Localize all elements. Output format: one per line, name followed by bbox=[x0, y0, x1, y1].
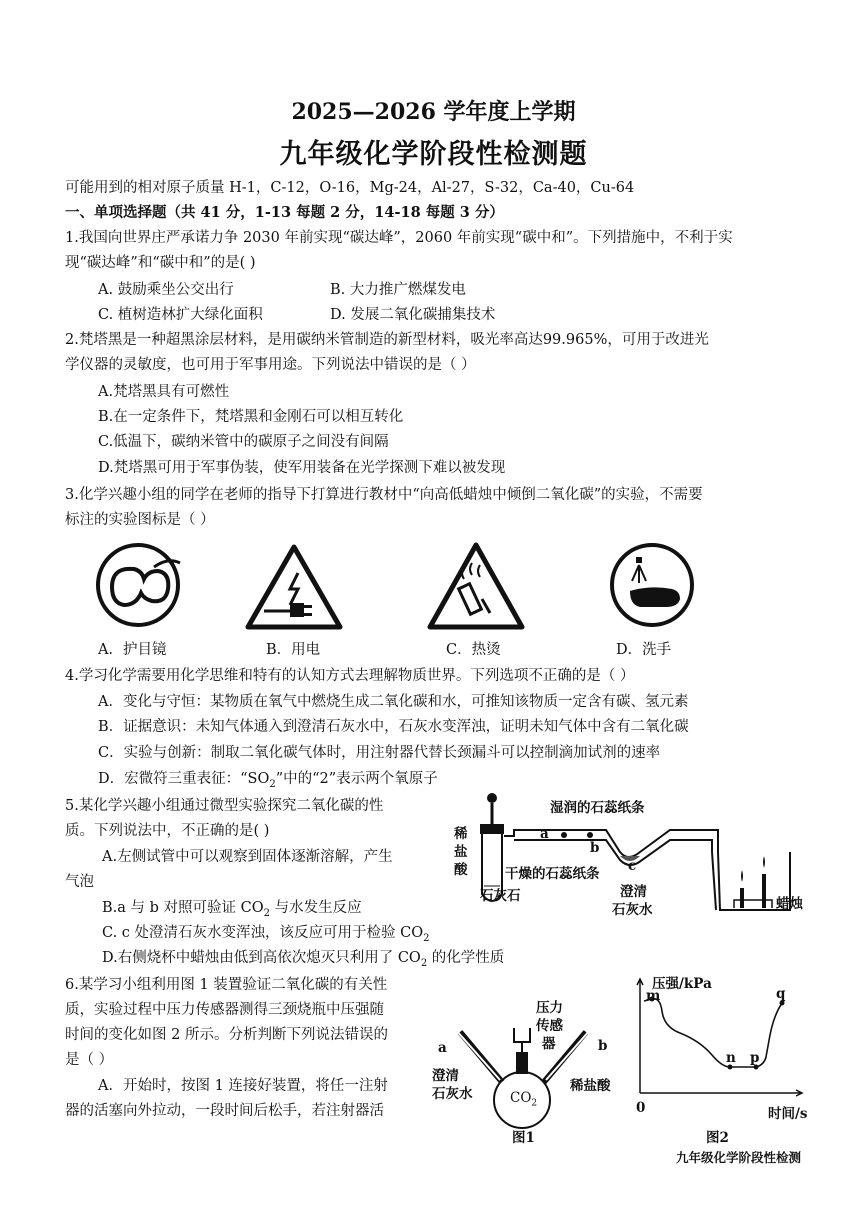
electricity-icon bbox=[244, 543, 344, 633]
label-c: c bbox=[628, 858, 637, 874]
q6-option-a-line2: 器的活塞向外拉动，一段时间后松手，若注射器活 bbox=[65, 1103, 384, 1119]
q4-option-b: B．证据意识：未知气体通入到澄清石灰水中，石灰水变浑浊，证明未知气体中含有二氧化碳 bbox=[98, 719, 689, 735]
q1-option-c: C. 植树造林扩大绿化面积 bbox=[98, 307, 263, 323]
q5-option-d: D.右侧烧杯中蜡烛由低到高依次熄灭只利用了 $CO_2$ 的化学性质 bbox=[102, 950, 505, 969]
q3-option-c: C．热烫 bbox=[446, 642, 501, 658]
section-heading: 一、单项选择题（共 41 分，1-13 每题 2 分，14-18 每题 3 分） bbox=[65, 204, 504, 221]
q1-stem-line1: 1.我国向世界庄严承诺力争 2030 年前实现“碳达峰”，2060 年前实现“碳中和”。下列措施中，不利于实 bbox=[65, 230, 733, 246]
q5-option-a-line1: A.左侧试管中可以观察到固体逐渐溶解，产生 bbox=[102, 849, 393, 865]
label-b: b bbox=[590, 840, 600, 856]
figure2-origin: 0 bbox=[636, 1100, 646, 1116]
q5-option-b: B.a 与 b 对照可验证 $CO_2$ 与水发生反应 bbox=[102, 900, 362, 919]
label-co2: $CO_2$ bbox=[510, 1090, 538, 1109]
label-syringe-a: a bbox=[438, 1040, 447, 1056]
label-acid: 稀盐酸 bbox=[570, 1078, 611, 1094]
point-n: n bbox=[726, 1050, 736, 1066]
q3-option-a: A．护目镜 bbox=[98, 642, 167, 658]
figure2-caption: 图2 bbox=[706, 1130, 729, 1146]
q4-option-d: D．宏微符三重表征：“$SO_2$”中的“2”表示两个氧原子 bbox=[98, 771, 438, 790]
q6-stem-line2: 质，实验过程中压力传感器测得三颈烧瓶中压强随 bbox=[65, 1002, 384, 1018]
exam-title: 九年级化学阶段性检测题 bbox=[279, 139, 588, 170]
q5-option-c: C. c 处澄清石灰水变浑浊，该反应可用于检验 $CO_2$ bbox=[102, 925, 430, 944]
q3-option-d: D．洗手 bbox=[616, 642, 672, 658]
point-p: p bbox=[750, 1050, 760, 1066]
label-acid-2: 盐 bbox=[454, 844, 468, 860]
q6-figure1-apparatus bbox=[440, 1010, 630, 1130]
q2-stem-line2: 学仪器的灵敏度，也可用于军事用途。下列说法中错误的是（ ） bbox=[65, 357, 476, 373]
q2-stem-line1: 2.梵塔黑是一种超黑涂层材料，是用碳纳米管制造的新型材料，吸光率高达99.965%，可用于改进光 bbox=[65, 332, 709, 348]
exam-year-title: 2025—2026 学年度上学期 bbox=[291, 99, 576, 125]
atomic-masses: 可能用到的相对原子质量 H-1，C-12，O-16，Mg-24，Al-27，S-32，Ca-40，Cu-64 bbox=[65, 180, 635, 196]
figure1-caption: 图1 bbox=[512, 1130, 535, 1146]
q1-stem-line2: 现“碳达峰”和“碳中和”的是( ) bbox=[65, 255, 256, 271]
label-sensor-2: 传感 bbox=[536, 1018, 563, 1034]
label-a: a bbox=[540, 826, 549, 842]
point-q: q bbox=[776, 986, 786, 1002]
label-sensor-1: 压力 bbox=[536, 1000, 563, 1016]
q2-option-a: A.梵塔黑具有可燃性 bbox=[98, 384, 230, 400]
q6-option-a-line1: A．开始时，按图 1 连接好装置，将任一注射 bbox=[98, 1078, 388, 1094]
hand-wash-icon bbox=[610, 543, 700, 633]
label-acid-3: 酸 bbox=[454, 862, 468, 878]
label-syringe-b: b bbox=[598, 1038, 608, 1054]
figure2-xlabel: 时间/s bbox=[768, 1106, 808, 1122]
figure2-ylabel: 压强/kPa bbox=[652, 976, 712, 992]
q2-option-c: C.低温下，碳纳米管中的碳原子之间没有间隔 bbox=[98, 434, 389, 450]
q3-option-b: B．用电 bbox=[266, 642, 321, 658]
q1-option-b: B. 大力推广燃煤发电 bbox=[330, 282, 466, 298]
point-m: m bbox=[646, 988, 661, 1004]
label-candle: 蜡烛 bbox=[776, 896, 803, 912]
goggles-icon bbox=[96, 543, 186, 633]
q1-option-d: D. 发展二氧化碳捕集技术 bbox=[330, 307, 496, 323]
label-limewater-1: 澄清 bbox=[620, 884, 647, 900]
q6-stem-line1: 6.某学习小组利用图 1 装置验证二氧化碳的有关性 bbox=[65, 977, 388, 993]
q4-stem: 4.学习化学需要用化学思维和特有的认知方式去理解物质世界。下列选项不正确的是（ ） bbox=[65, 668, 635, 684]
q5-stem-line2: 质。下列说法中，不正确的是( ) bbox=[65, 823, 270, 839]
q5-stem-line1: 5.某化学兴趣小组通过微型实验探究二氧化碳的性 bbox=[65, 798, 384, 814]
q5-option-a-line2: 气泡 bbox=[65, 874, 94, 890]
q4-option-a: A．变化与守恒：某物质在氧气中燃烧生成二氧化碳和水，可推知该物质一定含有碳、氢元素 bbox=[98, 694, 689, 710]
q6-stem-line4: 是（ ） bbox=[65, 1052, 114, 1068]
q4-option-c: C．实验与创新：制取二氧化碳气体时，用注射器代替长颈漏斗可以控制滴加试剂的速率 bbox=[98, 745, 661, 761]
q1-option-a: A. 鼓励乘坐公交出行 bbox=[98, 282, 234, 298]
q3-stem-line1: 3.化学兴趣小组的同学在老师的指导下打算进行教材中“向高低蜡烛中倾倒二氧化碳”的实验，不需要 bbox=[65, 487, 703, 503]
label-limestone: 石灰石 bbox=[480, 888, 521, 904]
q2-option-d: D.梵塔黑可用于军事伪装，使军用装备在光学探测下难以被发现 bbox=[98, 460, 506, 476]
label-dry-paper: 干燥的石蕊纸条 bbox=[505, 866, 600, 882]
label-limewater-2: 石灰水 bbox=[612, 902, 653, 918]
label-limewater-1: 澄清 bbox=[432, 1068, 459, 1084]
hot-surface-icon bbox=[424, 541, 528, 635]
label-acid-1: 稀 bbox=[454, 826, 468, 842]
label-sensor-3: 器 bbox=[542, 1036, 556, 1052]
label-wet-paper: 湿润的石蕊纸条 bbox=[550, 800, 645, 816]
q6-stem-line3: 时间的变化如图 2 所示。分析判断下列说法错误的 bbox=[65, 1027, 388, 1043]
page-footer: 九年级化学阶段性检测 bbox=[676, 1150, 802, 1165]
label-limewater-2: 石灰水 bbox=[432, 1086, 473, 1102]
q3-stem-line2: 标注的实验图标是（ ） bbox=[65, 512, 215, 528]
q2-option-b: B.在一定条件下，梵塔黑和金刚石可以相互转化 bbox=[98, 409, 404, 425]
